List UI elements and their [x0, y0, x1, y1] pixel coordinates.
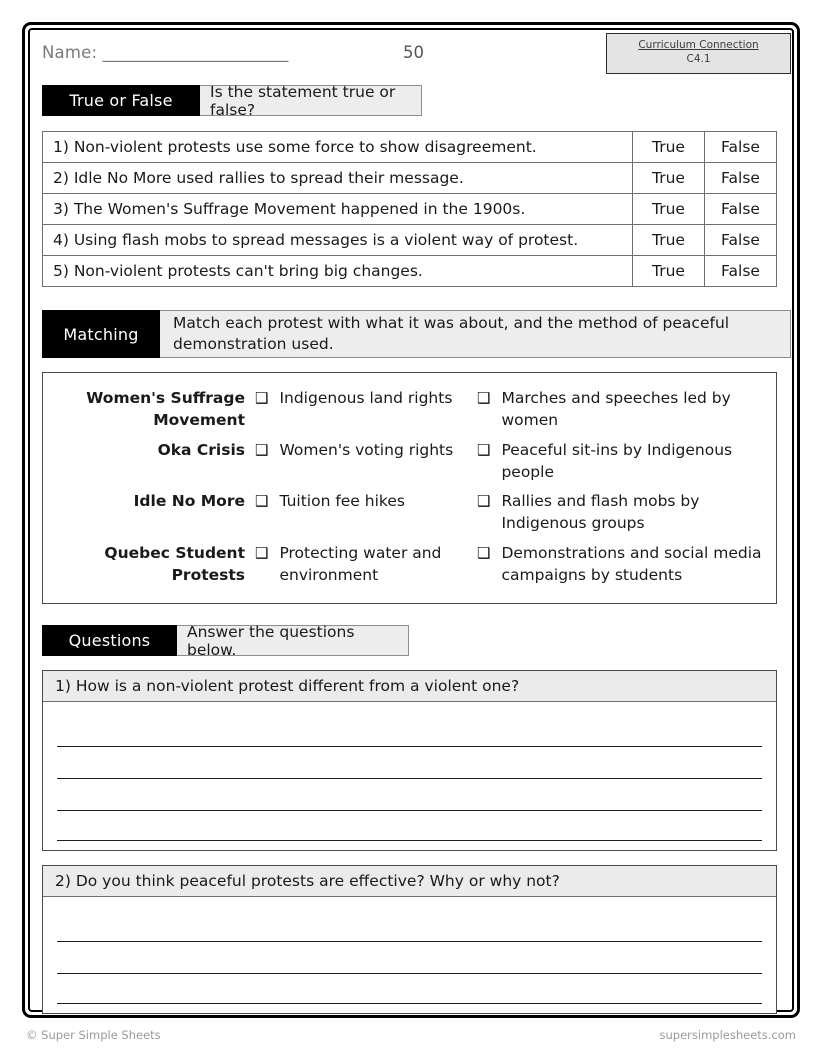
answer-line[interactable] — [57, 779, 762, 811]
question-block — [42, 670, 777, 851]
matching-cause-label: Tuition fee hikes — [279, 492, 405, 510]
matching-method-label: Demonstrations and social media campaigns by students — [501, 543, 762, 584]
list-item — [477, 542, 766, 594]
table-row — [43, 163, 777, 194]
checkbox-icon[interactable]: ❑ — [255, 492, 269, 510]
name-field-label[interactable]: Name: ______________________ — [42, 43, 289, 62]
section-label-questions: Questions — [42, 625, 177, 656]
table-row — [43, 256, 777, 287]
checkbox-icon[interactable]: ❑ — [255, 543, 269, 562]
matching-causes-column — [255, 387, 477, 593]
answer-line[interactable] — [57, 910, 762, 942]
worksheet-content — [31, 31, 791, 1009]
checkbox-icon[interactable]: ❑ — [477, 492, 491, 510]
true-option-cell[interactable]: True — [633, 225, 705, 256]
table-row — [43, 225, 777, 256]
matching-term: Oka Crisis — [157, 440, 245, 459]
true-false-statement: 1) Non-violent protests use some force to show disagreement. — [43, 132, 633, 163]
section-desc-matching: Match each protest with what it was about, and the method of peaceful demonstration used. — [160, 310, 791, 358]
matching-panel — [42, 372, 777, 604]
true-false-table — [42, 131, 777, 287]
matching-terms-column — [53, 387, 255, 593]
question-prompt: 1) How is a non-violent protest different from a violent one? — [43, 671, 776, 702]
answer-area[interactable] — [43, 897, 776, 1013]
list-item — [255, 387, 477, 439]
false-option-cell[interactable]: False — [705, 163, 777, 194]
section-header-true-false — [42, 82, 791, 119]
matching-cause-label: Indigenous land rights — [279, 389, 453, 407]
page-footer — [22, 1028, 800, 1042]
matching-term: Idle No More — [133, 492, 245, 510]
section-desc-true-false: Is the statement true or false? — [200, 85, 422, 116]
answer-line[interactable] — [57, 942, 762, 974]
checkbox-icon[interactable]: ❑ — [477, 440, 491, 459]
true-option-cell[interactable]: True — [633, 256, 705, 287]
matching-term: Women's Suffrage Movement — [86, 389, 245, 429]
true-false-statement: 3) The Women's Suffrage Movement happened in the 1900s. — [43, 194, 633, 225]
list-item — [477, 387, 766, 439]
answer-line[interactable] — [57, 811, 762, 841]
matching-cause-label: Protecting water and environment — [279, 543, 442, 584]
matching-method-label: Peaceful sit-ins by Indigenous people — [501, 440, 733, 481]
false-option-cell[interactable]: False — [705, 132, 777, 163]
answer-line[interactable] — [57, 974, 762, 1004]
section-desc-questions: Answer the questions below. — [177, 625, 409, 656]
table-row — [43, 194, 777, 225]
true-option-cell[interactable]: True — [633, 163, 705, 194]
section-label-true-false: True or False — [42, 85, 200, 116]
answer-line[interactable] — [57, 747, 762, 779]
curriculum-connection-title: Curriculum Connection — [638, 39, 759, 51]
checkbox-icon[interactable]: ❑ — [255, 440, 269, 459]
matching-term: Quebec Student Protests — [104, 543, 245, 584]
true-option-cell[interactable]: True — [633, 194, 705, 225]
checkbox-icon[interactable]: ❑ — [255, 389, 269, 407]
worksheet-header — [31, 31, 791, 85]
true-false-statement: 2) Idle No More used rallies to spread their message. — [43, 163, 633, 194]
answer-line[interactable] — [57, 715, 762, 747]
footer-website: supersimplesheets.com — [659, 1028, 796, 1042]
false-option-cell[interactable]: False — [705, 194, 777, 225]
section-header-questions — [42, 622, 791, 659]
list-item — [255, 439, 477, 491]
list-item — [255, 490, 477, 542]
table-row — [43, 132, 777, 163]
footer-copyright: © Super Simple Sheets — [26, 1028, 161, 1042]
curriculum-connection-code: C4.1 — [686, 53, 711, 65]
matching-method-label: Marches and speeches led by women — [501, 389, 731, 429]
questions-area — [31, 670, 791, 1014]
question-prompt: 2) Do you think peaceful protests are effective? Why or why not? — [43, 866, 776, 897]
list-item — [255, 542, 477, 594]
true-false-statement: 5) Non-violent protests can't bring big changes. — [43, 256, 633, 287]
section-label-matching: Matching — [42, 310, 160, 358]
true-false-statement: 4) Using flash mobs to spread messages is a violent way of protest. — [43, 225, 633, 256]
true-option-cell[interactable]: True — [633, 132, 705, 163]
matching-method-label: Rallies and flash mobs by Indigenous groups — [501, 492, 700, 532]
page-number: 50 — [403, 43, 424, 62]
checkbox-icon[interactable]: ❑ — [477, 543, 491, 562]
list-item — [477, 490, 766, 542]
list-item — [477, 439, 766, 491]
matching-methods-column — [477, 387, 766, 593]
false-option-cell[interactable]: False — [705, 225, 777, 256]
answer-area[interactable] — [43, 702, 776, 850]
question-block — [42, 865, 777, 1014]
matching-cause-label: Women's voting rights — [279, 440, 454, 459]
section-header-matching — [42, 310, 791, 358]
false-option-cell[interactable]: False — [705, 256, 777, 287]
curriculum-connection-box — [606, 33, 791, 74]
checkbox-icon[interactable]: ❑ — [477, 389, 491, 407]
